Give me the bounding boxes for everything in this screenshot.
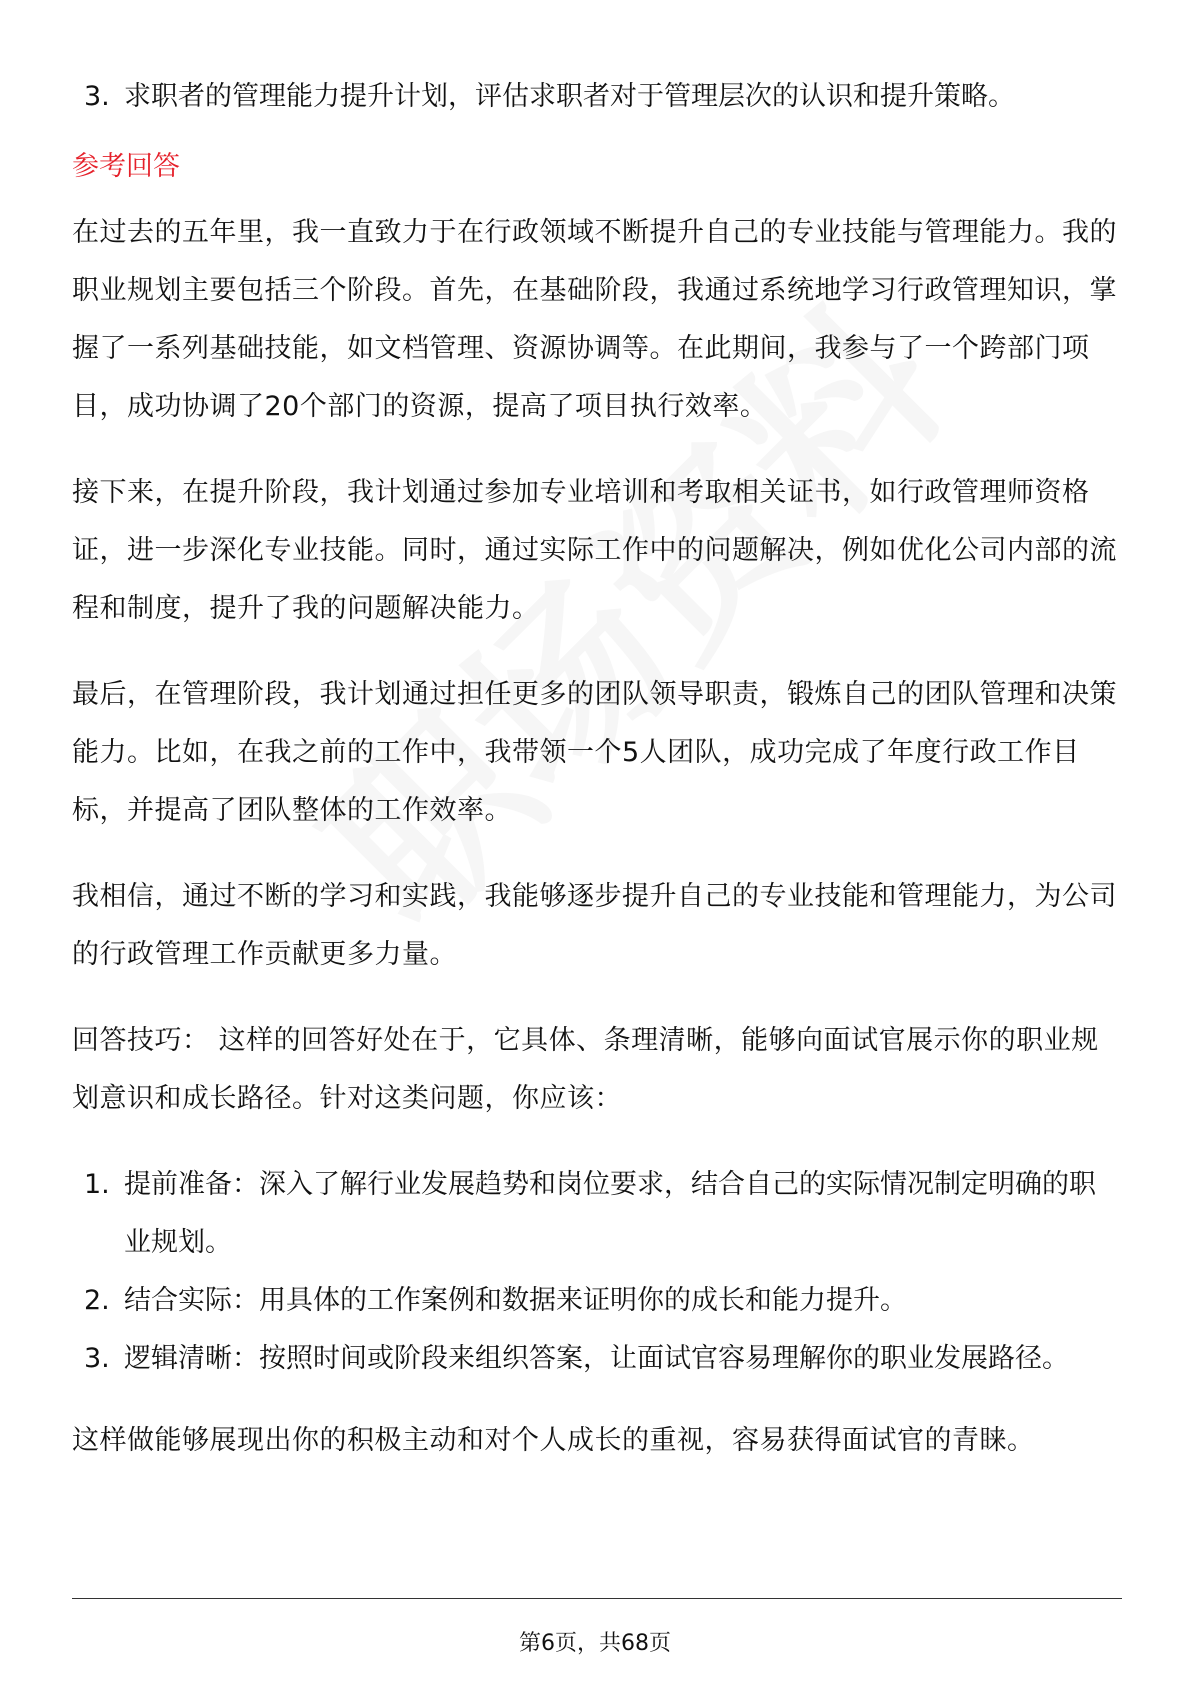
footer-divider: [72, 1598, 1122, 1599]
intro-list-item: [72, 68, 1122, 126]
list-item: [72, 1156, 1122, 1272]
page-number: 第6页，共68页: [519, 1631, 671, 1656]
tips-list: [72, 1156, 1122, 1388]
paragraph-3: 最后，在管理阶段，我计划通过担任更多的团队领导职责，锻炼自己的团队管理和决策能力。比如，在我之前的工作中，我带领一个5人团队，成功完成了年度行政工作目标，并提高了团队整体的工作效率。: [72, 679, 1117, 826]
closing-paragraph: 这样做能够展现出你的积极主动和对个人成长的重视，容易获得面试官的青睐。: [72, 1425, 1035, 1456]
list-item: [72, 1272, 1122, 1330]
list-number: 3.: [84, 81, 110, 112]
list-text: 逻辑清晰：按照时间或阶段来组织答案，让面试官容易理解你的职业发展路径。: [124, 1343, 1069, 1374]
list-item: [72, 1330, 1122, 1388]
list-number: 3.: [84, 1343, 110, 1374]
list-number: 2.: [84, 1285, 110, 1316]
list-text: 结合实际：用具体的工作案例和数据来证明你的成长和能力提升。: [124, 1285, 907, 1316]
document-body: [72, 68, 1122, 1498]
list-number: 1.: [84, 1169, 110, 1200]
paragraph-1: 在过去的五年里，我一直致力于在行政领域不断提升自己的专业技能与管理能力。我的职业规划主要包括三个阶段。首先，在基础阶段，我通过系统地学习行政管理知识，掌握了一系列基础技能，如文档管理、资源协调等。在此期间，我参与了一个跨部门项目，成功协调了20个部门的资源，提高了项目执行效率。: [72, 217, 1117, 422]
list-text: 求职者的管理能力提升计划，评估求职者对于管理层次的认识和提升策略。: [124, 81, 1015, 112]
answer-tips-paragraph: 回答技巧： 这样的回答好处在于，它具体、条理清晰，能够向面试官展示你的职业规划意识和成长路径。针对这类问题，你应该：: [72, 1025, 1099, 1114]
paragraph-2: 接下来，在提升阶段，我计划通过参加专业培训和考取相关证书，如行政管理师资格证，进一步深化专业技能。同时，通过实际工作中的问题解决，例如优化公司内部的流程和制度，提升了我的问题解决能力。: [72, 477, 1117, 624]
paragraph-4: 我相信，通过不断的学习和实践，我能够逐步提升自己的专业技能和管理能力，为公司的行政管理工作贡献更多力量。: [72, 881, 1117, 970]
list-text: 提前准备：深入了解行业发展趋势和岗位要求，结合自己的实际情况制定明确的职业规划。: [124, 1169, 1096, 1258]
section-title: 参考回答: [72, 151, 180, 182]
